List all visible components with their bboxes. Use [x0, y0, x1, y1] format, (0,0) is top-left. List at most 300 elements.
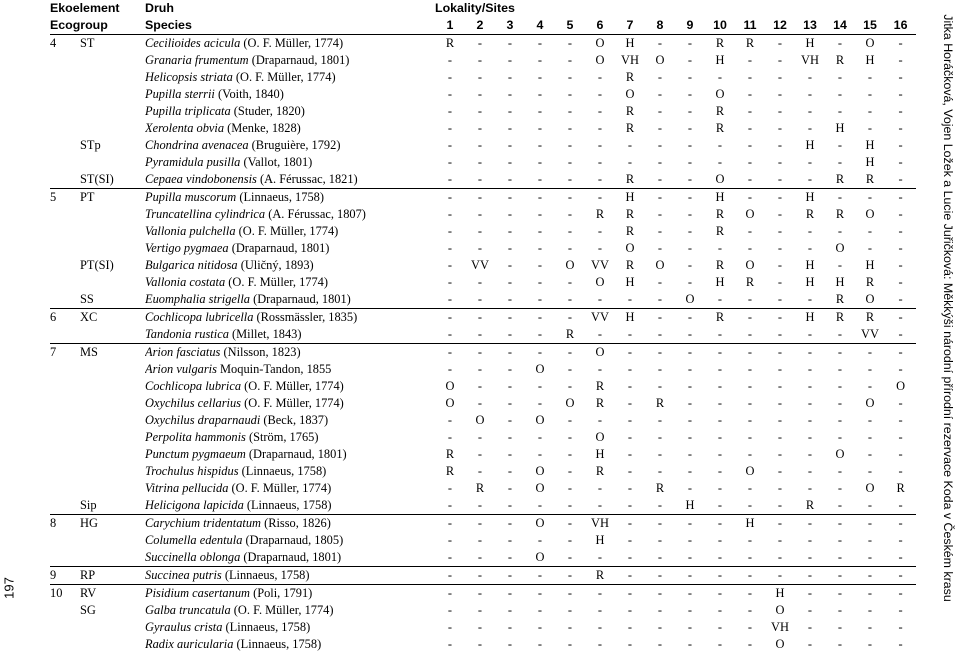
- site-value-cell: -: [675, 326, 705, 344]
- ekoelement-cell: [50, 120, 80, 137]
- site-value-cell: R: [825, 206, 855, 223]
- site-value-cell: -: [615, 361, 645, 378]
- site-value-cell: -: [795, 395, 825, 412]
- site-value-cell: -: [825, 549, 855, 567]
- species-name: Vertigo pygmaea: [145, 241, 229, 255]
- species-cell: [145, 463, 435, 480]
- species-name: Galba truncatula: [145, 603, 231, 617]
- site-value-cell: -: [765, 361, 795, 378]
- site-value-cell: O: [585, 429, 615, 446]
- ecogroup-cell: [80, 549, 145, 567]
- site-value-cell: -: [765, 344, 795, 362]
- site-value-cell: -: [885, 223, 916, 240]
- site-value-cell: -: [795, 429, 825, 446]
- table-row: [50, 206, 916, 223]
- site-value-cell: -: [465, 120, 495, 137]
- site-value-cell: -: [645, 515, 675, 533]
- species-name: Succinea putris: [145, 568, 222, 582]
- species-name: Vallonia costata: [145, 275, 225, 289]
- header-site-15: 15: [855, 17, 885, 35]
- species-author: (Uličný, 1893): [238, 258, 314, 272]
- site-value-cell: -: [675, 602, 705, 619]
- species-cell: [145, 585, 435, 603]
- table-row: [50, 52, 916, 69]
- site-value-cell: -: [495, 257, 525, 274]
- site-value-cell: -: [495, 189, 525, 207]
- species-name: Punctum pygmaeum: [145, 447, 246, 461]
- site-value-cell: -: [555, 69, 585, 86]
- species-cell: [145, 223, 435, 240]
- species-name: Pupilla muscorum: [145, 190, 236, 204]
- site-value-cell: -: [465, 86, 495, 103]
- site-value-cell: -: [765, 291, 795, 309]
- site-value-cell: H: [795, 309, 825, 327]
- ecogroup-cell: [80, 120, 145, 137]
- species-name: Xerolenta obvia: [145, 121, 224, 135]
- species-name: Radix auricularia: [145, 637, 233, 651]
- ekoelement-cell: 10: [50, 585, 80, 603]
- site-value-cell: -: [495, 602, 525, 619]
- species-name: Gyraulus crista: [145, 620, 222, 634]
- site-value-cell: -: [645, 567, 675, 585]
- site-value-cell: -: [675, 619, 705, 636]
- table-row: [50, 274, 916, 291]
- site-value-cell: H: [855, 257, 885, 274]
- site-value-cell: -: [555, 429, 585, 446]
- site-value-cell: H: [795, 257, 825, 274]
- species-author: (O. F. Müller, 1774): [236, 224, 339, 238]
- site-value-cell: -: [615, 480, 645, 497]
- ekoelement-cell: [50, 602, 80, 619]
- site-value-cell: -: [735, 154, 765, 171]
- site-value-cell: -: [705, 480, 735, 497]
- site-value-cell: -: [645, 69, 675, 86]
- site-value-cell: -: [465, 171, 495, 189]
- site-value-cell: -: [825, 429, 855, 446]
- ekoelement-cell: [50, 171, 80, 189]
- site-value-cell: -: [525, 497, 555, 515]
- site-value-cell: -: [525, 223, 555, 240]
- ekoelement-cell: [50, 636, 80, 653]
- species-name: Truncatellina cylindrica: [145, 207, 265, 221]
- species-author: (O. F. Müller, 1774): [231, 603, 334, 617]
- site-value-cell: -: [765, 52, 795, 69]
- site-value-cell: -: [525, 86, 555, 103]
- site-value-cell: O: [855, 480, 885, 497]
- site-value-cell: -: [495, 291, 525, 309]
- site-value-cell: -: [525, 446, 555, 463]
- site-value-cell: -: [735, 602, 765, 619]
- site-value-cell: -: [735, 395, 765, 412]
- site-value-cell: H: [855, 137, 885, 154]
- site-value-cell: H: [795, 137, 825, 154]
- site-value-cell: -: [525, 309, 555, 327]
- site-value-cell: VV: [585, 257, 615, 274]
- running-header: [935, 0, 960, 615]
- site-value-cell: -: [705, 344, 735, 362]
- site-value-cell: -: [765, 137, 795, 154]
- site-value-cell: -: [465, 497, 495, 515]
- table-row: [50, 636, 916, 653]
- site-value-cell: -: [555, 532, 585, 549]
- species-author: (Draparnaud, 1801): [229, 241, 330, 255]
- site-value-cell: -: [465, 35, 495, 53]
- site-value-cell: VV: [855, 326, 885, 344]
- site-value-cell: O: [585, 52, 615, 69]
- species-table: [50, 0, 916, 653]
- site-value-cell: -: [855, 378, 885, 395]
- site-value-cell: H: [795, 274, 825, 291]
- header-site-14: 14: [825, 17, 855, 35]
- ekoelement-cell: [50, 549, 80, 567]
- header-site-9: 9: [675, 17, 705, 35]
- site-value-cell: R: [615, 257, 645, 274]
- site-value-cell: -: [855, 549, 885, 567]
- species-author: (Draparnaud, 1801): [249, 53, 350, 67]
- site-value-cell: -: [765, 206, 795, 223]
- site-value-cell: -: [615, 446, 645, 463]
- site-value-cell: -: [495, 240, 525, 257]
- site-value-cell: -: [495, 515, 525, 533]
- site-value-cell: -: [705, 154, 735, 171]
- site-value-cell: -: [735, 240, 765, 257]
- site-value-cell: VH: [765, 619, 795, 636]
- site-value-cell: O: [735, 463, 765, 480]
- site-value-cell: -: [825, 619, 855, 636]
- site-value-cell: -: [795, 515, 825, 533]
- site-value-cell: O: [705, 171, 735, 189]
- header-site-5: 5: [555, 17, 585, 35]
- site-value-cell: -: [465, 69, 495, 86]
- site-value-cell: -: [435, 585, 465, 603]
- ekoelement-cell: [50, 291, 80, 309]
- site-value-cell: -: [465, 636, 495, 653]
- site-value-cell: -: [645, 619, 675, 636]
- site-value-cell: -: [675, 515, 705, 533]
- site-value-cell: -: [585, 480, 615, 497]
- site-value-cell: -: [675, 257, 705, 274]
- site-value-cell: -: [825, 497, 855, 515]
- site-value-cell: -: [615, 291, 645, 309]
- species-author: (Rossmässler, 1835): [253, 310, 357, 324]
- species-cell: [145, 412, 435, 429]
- site-value-cell: -: [645, 137, 675, 154]
- species-cell: [145, 378, 435, 395]
- site-value-cell: -: [495, 86, 525, 103]
- species-cell: [145, 567, 435, 585]
- site-value-cell: -: [435, 240, 465, 257]
- site-value-cell: -: [765, 395, 795, 412]
- site-value-cell: -: [855, 240, 885, 257]
- site-value-cell: -: [705, 619, 735, 636]
- site-value-cell: O: [525, 549, 555, 567]
- site-value-cell: -: [765, 326, 795, 344]
- site-value-cell: -: [825, 463, 855, 480]
- site-value-cell: -: [765, 223, 795, 240]
- site-value-cell: -: [465, 240, 495, 257]
- site-value-cell: -: [705, 602, 735, 619]
- site-value-cell: -: [825, 602, 855, 619]
- site-value-cell: H: [615, 35, 645, 53]
- site-value-cell: -: [765, 120, 795, 137]
- site-value-cell: -: [525, 291, 555, 309]
- site-value-cell: O: [435, 395, 465, 412]
- site-value-cell: -: [495, 549, 525, 567]
- site-value-cell: -: [795, 567, 825, 585]
- site-value-cell: -: [795, 120, 825, 137]
- site-value-cell: -: [585, 86, 615, 103]
- site-value-cell: -: [855, 69, 885, 86]
- site-value-cell: -: [885, 309, 916, 327]
- site-value-cell: H: [825, 274, 855, 291]
- species-author: (Voith, 1840): [215, 87, 284, 101]
- site-value-cell: -: [735, 636, 765, 653]
- site-value-cell: -: [855, 344, 885, 362]
- site-value-cell: -: [555, 223, 585, 240]
- site-value-cell: R: [705, 223, 735, 240]
- site-value-cell: -: [885, 549, 916, 567]
- species-author: (Millet, 1843): [229, 327, 302, 341]
- site-value-cell: -: [675, 274, 705, 291]
- site-value-cell: -: [765, 154, 795, 171]
- site-value-cell: -: [555, 171, 585, 189]
- site-value-cell: -: [885, 585, 916, 603]
- site-value-cell: -: [885, 326, 916, 344]
- site-value-cell: -: [525, 69, 555, 86]
- site-value-cell: -: [855, 463, 885, 480]
- site-value-cell: R: [885, 480, 916, 497]
- site-value-cell: -: [735, 619, 765, 636]
- site-value-cell: -: [675, 309, 705, 327]
- species-name: Carychium tridentatum: [145, 516, 261, 530]
- table-header: [50, 0, 916, 35]
- site-value-cell: -: [645, 120, 675, 137]
- site-value-cell: -: [555, 344, 585, 362]
- species-author: (Linnaeus, 1758): [222, 568, 310, 582]
- site-value-cell: R: [825, 291, 855, 309]
- site-value-cell: -: [645, 103, 675, 120]
- ecogroup-cell: PT(SI): [80, 257, 145, 274]
- species-cell: [145, 137, 435, 154]
- site-value-cell: -: [765, 412, 795, 429]
- ekoelement-cell: [50, 274, 80, 291]
- site-value-cell: -: [525, 52, 555, 69]
- site-value-cell: -: [555, 567, 585, 585]
- site-value-cell: -: [465, 137, 495, 154]
- site-value-cell: -: [645, 86, 675, 103]
- ecogroup-cell: STp: [80, 137, 145, 154]
- site-value-cell: -: [855, 497, 885, 515]
- site-value-cell: R: [615, 69, 645, 86]
- site-value-cell: -: [675, 636, 705, 653]
- site-value-cell: H: [855, 154, 885, 171]
- header-site-4: 4: [525, 17, 555, 35]
- site-value-cell: -: [495, 206, 525, 223]
- site-value-cell: -: [795, 480, 825, 497]
- site-value-cell: -: [495, 52, 525, 69]
- site-value-cell: -: [495, 326, 525, 344]
- site-value-cell: -: [705, 395, 735, 412]
- species-cell: [145, 515, 435, 533]
- header-site-7: 7: [615, 17, 645, 35]
- site-value-cell: -: [795, 602, 825, 619]
- site-value-cell: -: [735, 532, 765, 549]
- site-value-cell: -: [765, 463, 795, 480]
- site-value-cell: -: [825, 585, 855, 603]
- site-value-cell: -: [555, 602, 585, 619]
- species-name: Tandonia rustica: [145, 327, 229, 341]
- site-value-cell: -: [675, 378, 705, 395]
- site-value-cell: -: [765, 378, 795, 395]
- site-value-cell: -: [465, 103, 495, 120]
- site-value-cell: -: [555, 206, 585, 223]
- site-value-cell: -: [435, 137, 465, 154]
- species-cell: [145, 257, 435, 274]
- site-value-cell: -: [885, 412, 916, 429]
- species-name: Granaria frumentum: [145, 53, 249, 67]
- site-value-cell: R: [465, 480, 495, 497]
- site-value-cell: -: [645, 412, 675, 429]
- site-value-cell: -: [825, 189, 855, 207]
- species-author: (Draparnaud, 1801): [250, 292, 351, 306]
- site-value-cell: -: [615, 602, 645, 619]
- species-author: (Risso, 1826): [261, 516, 331, 530]
- ecogroup-cell: PT: [80, 189, 145, 207]
- site-value-cell: -: [645, 429, 675, 446]
- site-value-cell: -: [885, 120, 916, 137]
- site-value-cell: -: [465, 154, 495, 171]
- site-value-cell: -: [765, 86, 795, 103]
- site-value-cell: -: [675, 189, 705, 207]
- species-name: Arion fasciatus: [145, 345, 220, 359]
- site-value-cell: -: [525, 344, 555, 362]
- site-value-cell: O: [555, 395, 585, 412]
- site-value-cell: -: [645, 463, 675, 480]
- ekoelement-cell: [50, 154, 80, 171]
- site-value-cell: -: [555, 515, 585, 533]
- species-author: (O. F. Müller, 1774): [240, 36, 343, 50]
- site-value-cell: -: [435, 206, 465, 223]
- site-value-cell: -: [615, 429, 645, 446]
- species-cell: [145, 189, 435, 207]
- site-value-cell: -: [735, 309, 765, 327]
- site-value-cell: -: [675, 206, 705, 223]
- table-row: [50, 69, 916, 86]
- site-value-cell: R: [615, 103, 645, 120]
- ekoelement-cell: [50, 463, 80, 480]
- site-value-cell: -: [525, 206, 555, 223]
- site-value-cell: -: [675, 103, 705, 120]
- ekoelement-cell: [50, 86, 80, 103]
- site-value-cell: -: [795, 532, 825, 549]
- species-author: (A. Férussac, 1807): [265, 207, 366, 221]
- site-value-cell: -: [465, 206, 495, 223]
- ekoelement-cell: [50, 412, 80, 429]
- site-value-cell: -: [735, 412, 765, 429]
- header-ekoelement: Ekoelement: [50, 0, 145, 17]
- table-row: [50, 291, 916, 309]
- site-value-cell: -: [495, 120, 525, 137]
- site-value-cell: R: [795, 497, 825, 515]
- site-value-cell: -: [615, 532, 645, 549]
- header-site-10: 10: [705, 17, 735, 35]
- species-cell: [145, 395, 435, 412]
- site-value-cell: -: [705, 497, 735, 515]
- site-value-cell: VV: [585, 309, 615, 327]
- site-value-cell: O: [855, 35, 885, 53]
- site-value-cell: -: [765, 35, 795, 53]
- site-value-cell: -: [885, 35, 916, 53]
- species-author: (Linnaeus, 1758): [236, 190, 324, 204]
- site-value-cell: -: [465, 395, 495, 412]
- site-value-cell: -: [735, 171, 765, 189]
- site-value-cell: -: [585, 549, 615, 567]
- site-value-cell: -: [615, 636, 645, 653]
- site-value-cell: -: [615, 326, 645, 344]
- ekoelement-cell: 8: [50, 515, 80, 533]
- species-name: Helicigona lapicida: [145, 498, 244, 512]
- site-value-cell: -: [885, 463, 916, 480]
- header-site-11: 11: [735, 17, 765, 35]
- ecogroup-cell: XC: [80, 309, 145, 327]
- species-name: Cecilioides acicula: [145, 36, 240, 50]
- ekoelement-cell: [50, 257, 80, 274]
- site-value-cell: -: [585, 240, 615, 257]
- site-value-cell: -: [795, 291, 825, 309]
- site-value-cell: -: [705, 378, 735, 395]
- site-value-cell: O: [735, 257, 765, 274]
- site-value-cell: -: [855, 585, 885, 603]
- site-value-cell: -: [705, 515, 735, 533]
- site-value-cell: -: [645, 274, 675, 291]
- species-cell: [145, 69, 435, 86]
- site-value-cell: -: [735, 344, 765, 362]
- site-value-cell: -: [825, 103, 855, 120]
- site-value-cell: -: [555, 549, 585, 567]
- table-row: [50, 257, 916, 274]
- species-cell: [145, 326, 435, 344]
- site-value-cell: -: [435, 171, 465, 189]
- site-value-cell: -: [735, 120, 765, 137]
- species-name: Helicopsis striata: [145, 70, 233, 84]
- site-value-cell: -: [615, 585, 645, 603]
- site-value-cell: -: [675, 69, 705, 86]
- site-value-cell: -: [435, 154, 465, 171]
- site-value-cell: -: [885, 567, 916, 585]
- site-value-cell: -: [795, 463, 825, 480]
- table-row: [50, 137, 916, 154]
- site-value-cell: H: [795, 35, 825, 53]
- site-value-cell: -: [855, 103, 885, 120]
- site-value-cell: -: [825, 532, 855, 549]
- site-value-cell: -: [465, 326, 495, 344]
- species-name: Cepaea vindobonensis: [145, 172, 257, 186]
- site-value-cell: -: [825, 344, 855, 362]
- site-value-cell: -: [735, 326, 765, 344]
- site-value-cell: -: [675, 86, 705, 103]
- species-name: Euomphalia strigella: [145, 292, 250, 306]
- site-value-cell: -: [675, 567, 705, 585]
- site-value-cell: -: [525, 120, 555, 137]
- site-value-cell: -: [645, 497, 675, 515]
- site-value-cell: -: [555, 480, 585, 497]
- header-site-3: 3: [495, 17, 525, 35]
- species-cell: [145, 497, 435, 515]
- site-value-cell: -: [435, 602, 465, 619]
- site-value-cell: -: [885, 619, 916, 636]
- site-value-cell: -: [585, 137, 615, 154]
- site-value-cell: -: [525, 636, 555, 653]
